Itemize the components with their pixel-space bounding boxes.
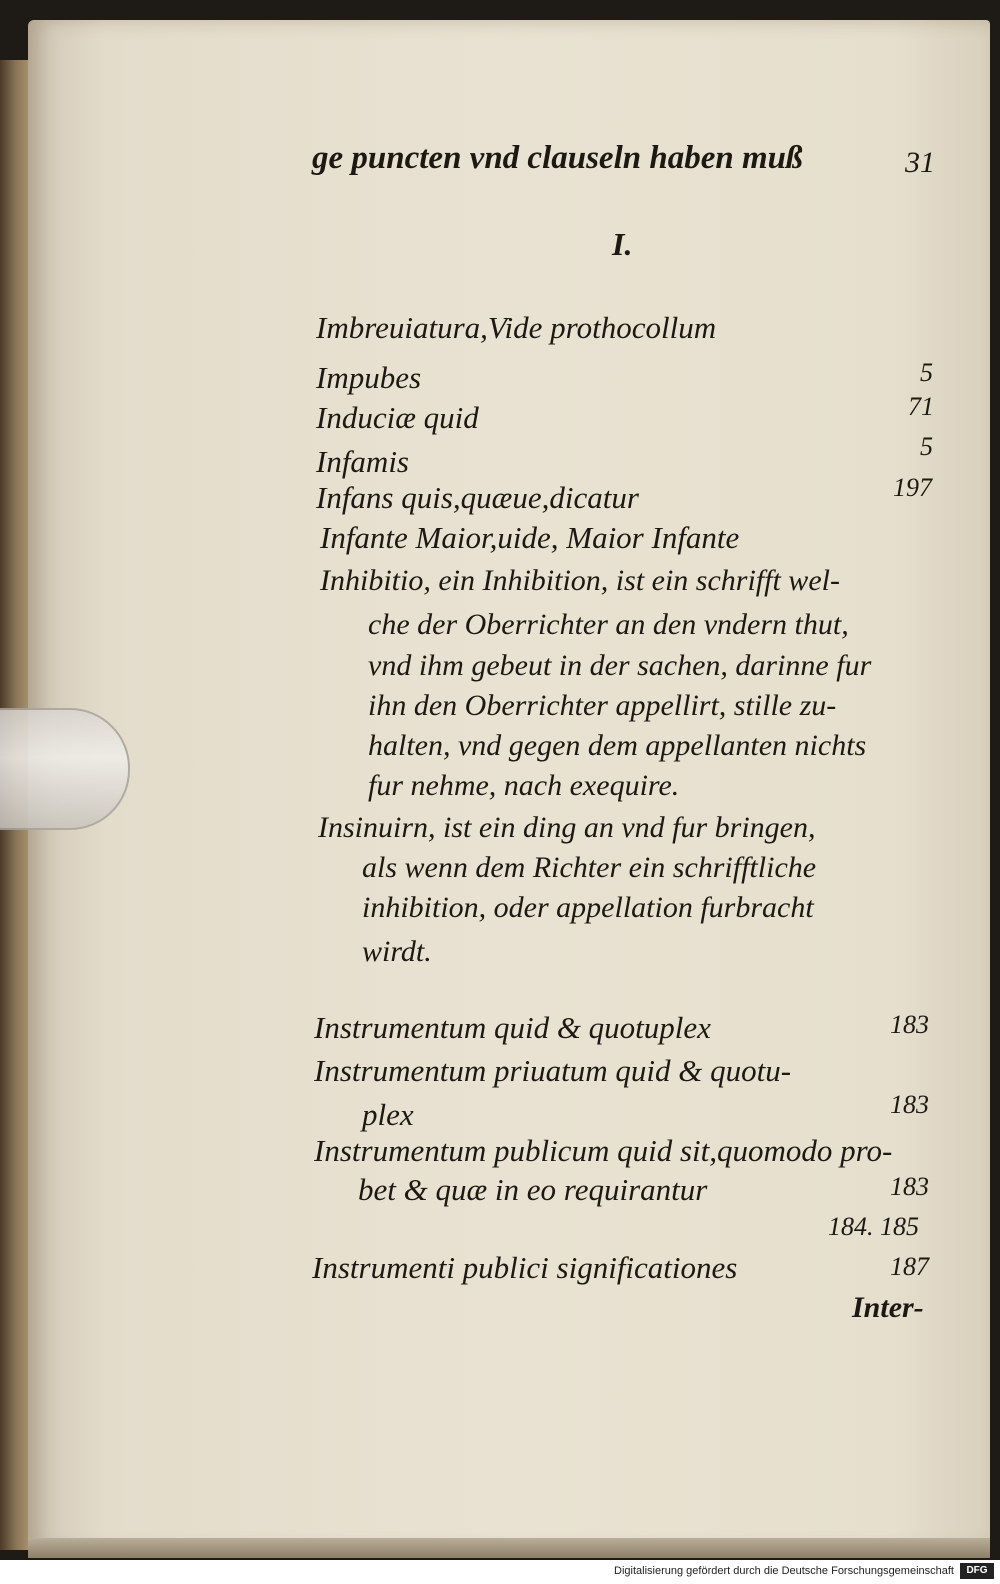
- insinuirn-line: wirdt.: [362, 935, 432, 968]
- index-page-ref: 5: [920, 358, 933, 387]
- catchword: Inter-: [852, 1291, 924, 1324]
- index-entry: Instrumentum quid & quotuplex: [314, 1010, 711, 1045]
- index-entry: Instrumenti publici significationes: [312, 1250, 738, 1285]
- index-entry: Instrumentum priuatum quid & quotu-: [314, 1053, 792, 1088]
- inhibitio-line: Inhibitio, ein Inhibition, ist ein schrifft wel-: [320, 564, 840, 597]
- index-entry: Imbreuiatura,Vide prothocollum: [316, 310, 717, 345]
- running-head: ge puncten vnd clauseln haben muß: [312, 140, 803, 176]
- inhibitio-line: che der Oberrichter an den vndern thut,: [368, 608, 849, 641]
- page-clip: [0, 708, 130, 830]
- index-entry: Impubes: [316, 360, 422, 395]
- index-entry: Induciæ quid: [316, 400, 479, 435]
- footer-credit: Digitalisierung gefördert durch die Deutsche Forschungsgemeinschaft: [614, 1565, 954, 1577]
- digitization-footer: [0, 1560, 1000, 1584]
- index-page-ref: 187: [890, 1252, 929, 1281]
- index-page-ref: 184. 185: [828, 1212, 919, 1241]
- index-entry: Infans quis,quæue,dicatur: [316, 480, 639, 515]
- index-page-ref: 71: [908, 392, 934, 421]
- index-page-ref: 183: [890, 1172, 929, 1201]
- inhibitio-line: halten, vnd gegen dem appellanten nichts: [368, 729, 867, 762]
- page-bottom-edge: [28, 1538, 990, 1558]
- inhibitio-line: vnd ihm gebeut in der sachen, darinne fur: [368, 649, 872, 682]
- insinuirn-line: als wenn dem Richter ein schrifftliche: [362, 851, 817, 884]
- section-letter: I.: [612, 226, 633, 262]
- index-page-ref: 183: [890, 1090, 929, 1119]
- index-page-ref: 5: [920, 432, 933, 461]
- insinuirn-line: inhibition, oder appellation furbracht: [362, 891, 814, 924]
- index-page-ref: 197: [893, 473, 932, 502]
- index-entry: bet & quæ in eo requirantur: [358, 1172, 708, 1207]
- index-entry: Instrumentum publicum quid sit,quomodo pro-: [314, 1133, 893, 1168]
- inhibitio-line: fur nehme, nach exequire.: [368, 769, 680, 802]
- index-entry: plex: [362, 1097, 414, 1132]
- page-number: 31: [905, 146, 935, 179]
- dfg-logo-icon: DFG: [960, 1563, 994, 1579]
- insinuirn-line: Insinuirn, ist ein ding an vnd fur bringen,: [318, 811, 816, 844]
- inhibitio-line: ihn den Oberrichter appellirt, stille zu-: [368, 689, 837, 722]
- index-entry: Infamis: [316, 444, 409, 479]
- index-entry: Infante Maior,uide, Maior Infante: [320, 520, 740, 555]
- index-page-ref: 183: [890, 1010, 929, 1039]
